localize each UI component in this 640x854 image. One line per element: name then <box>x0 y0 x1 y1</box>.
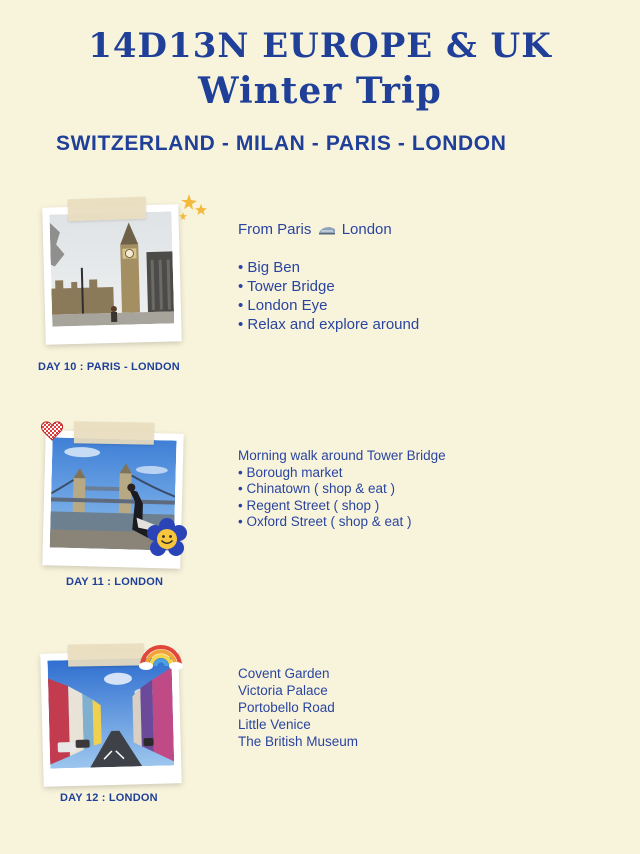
sparkle-stars-icon <box>175 192 209 222</box>
day10-photo-frame <box>42 204 182 345</box>
page-subtitle: Winter Trip <box>198 70 442 112</box>
list-item: • Big Ben <box>238 259 300 276</box>
list-item: • London Eye <box>238 297 328 314</box>
notting-hill-photo <box>47 657 174 768</box>
day10-plan <box>238 220 419 334</box>
list-item: • Oxford Street ( shop & eat ) <box>238 514 412 529</box>
day10-label: DAY 10 : PARIS - LONDON <box>38 361 180 373</box>
day12-plan <box>238 665 358 750</box>
day12-photo-frame <box>40 650 181 787</box>
tape-decoration <box>68 643 144 666</box>
list-item: • Borough market <box>238 464 343 480</box>
notting-hill-image <box>47 657 174 768</box>
page-title: 14D13N EUROPE & UK <box>88 26 552 66</box>
tape-decoration <box>68 197 147 222</box>
from-city: From Paris <box>238 221 312 238</box>
big-ben-image <box>49 211 174 326</box>
day11-label: DAY 11 : LONDON <box>66 576 164 588</box>
day10-intro <box>238 220 419 239</box>
list-item: • Chinatown ( shop & eat ) <box>238 481 396 496</box>
list-item: Victoria Palace <box>238 683 328 698</box>
to-city: London <box>341 221 392 238</box>
list-item: Portobello Road <box>238 700 335 715</box>
smiley-flower-icon <box>146 518 188 560</box>
big-ben-photo <box>49 211 174 326</box>
list-item: Little Venice <box>238 717 311 732</box>
train-icon <box>318 225 336 235</box>
list-item: • Regent Street ( shop ) <box>238 497 380 513</box>
list-item: • Relax and explore around <box>238 316 420 333</box>
list-item: • Tower Bridge <box>238 278 335 295</box>
checkered-heart-icon <box>40 420 64 442</box>
day12-label: DAY 12 : LONDON <box>60 792 158 804</box>
list-item: The British Museum <box>238 734 359 749</box>
tape-decoration <box>74 421 154 444</box>
rainbow-icon <box>138 640 184 670</box>
route-heading: SWITZERLAND - MILAN - PARIS - LONDON <box>56 132 507 155</box>
list-item: Covent Garden <box>238 666 330 681</box>
day11-plan <box>238 448 446 531</box>
list-item: Morning walk around Tower Bridge <box>238 448 446 463</box>
